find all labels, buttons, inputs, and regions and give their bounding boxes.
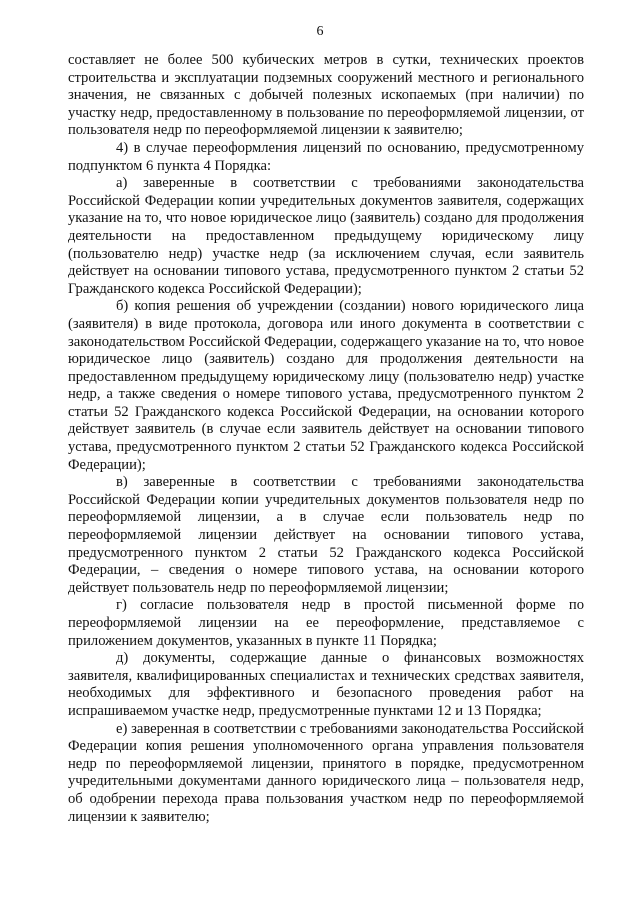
paragraph-subitem-b: б) копия решения об учреждении (создании) нового юридического лица (заявителя) в виде протокола, договора или иного документа в соответствии с законодательством Российской Федерации, содержащего указание на то, что новое юридическое лицо (заявитель) создано для продолжения деятельности на предоставленном предыдущему юридическому лицу (пользователю недр) участке недр, а также сведения о номере типового устава, предусмотренного пунктом 2 статьи 52 Гражданского кодекса Российской Федерации, на основании которого действует заявитель (в случае если заявитель действует на основании типового устава, предусмотренного пунктом 2 статьи 52 Гражданского кодекса Российской Федерации); — [68, 298, 584, 473]
page-number: 6 — [316, 24, 324, 39]
paragraph-subitem-v: в) заверенные в соответствии с требованиями законодательства Российской Федерации копии учредительных документов пользователя недр по переоформляемой лицензии, а в случае если пользователь недр по переоформляемой лицензии действует на основании типового устава, предусмотренного пунктом 2 статьи 52 Гражданского кодекса Российской Федерации, – сведения о номере типового устава, на основании которого действует пользователь недр по переоформляемой лицензии; — [68, 474, 584, 596]
paragraph-subitem-a: а) заверенные в соответствии с требованиями законодательства Российской Федерации копии учредительных документов заявителя, содержащих указание на то, что новое юридическое лицо (заявитель) создано для продолжения деятельности на предоставленном предыдущему юридическому лицу (пользователю недр) участке недр (за исключением случая, если заявитель действует на основании типового устава, предусмотренного пунктом 2 статьи 52 Гражданского кодекса Российской Федерации); — [68, 175, 584, 297]
document-body — [68, 52, 584, 826]
paragraph-subitem-d: д) документы, содержащие данные о финансовых возможностях заявителя, квалифицированных специалистах и технических средствах заявителя, необходимых для эффективного и безопасного проведения работ на испрашиваемом участке недр, предусмотренные пунктами 12 и 13 Порядка; — [68, 650, 584, 719]
paragraph-subitem-e: е) заверенная в соответствии с требованиями законодательства Российской Федерации копия решения уполномоченного органа управления пользователя недр по переоформляемой лицензии, принятого в порядке, предусмотренном учредительными документами данного юридического лица – пользователя недр, об одобрении перехода права пользования участком недр по переоформляемой лицензии к заявителю; — [68, 720, 584, 825]
paragraph-subitem-g: г) согласие пользователя недр в простой письменной форме по переоформляемой лицензии на ее переоформление, представляемое с приложением документов, указанных в пункте 11 Порядка; — [68, 597, 584, 649]
paragraph-continuation: составляет не более 500 кубических метров в сутки, технических проектов строительства и эксплуатации подземных сооружений местного и регионального значения, не связанных с добычей полезных ископаемых (при наличии) по участку недр, предоставленному в пользование по переоформляемой лицензии, от пользователя недр по переоформляемой лицензии к заявителю; — [68, 52, 584, 139]
paragraph-item-4: 4) в случае переоформления лицензий по основанию, предусмотренному подпунктом 6 пункта 4 Порядка: — [68, 139, 584, 174]
